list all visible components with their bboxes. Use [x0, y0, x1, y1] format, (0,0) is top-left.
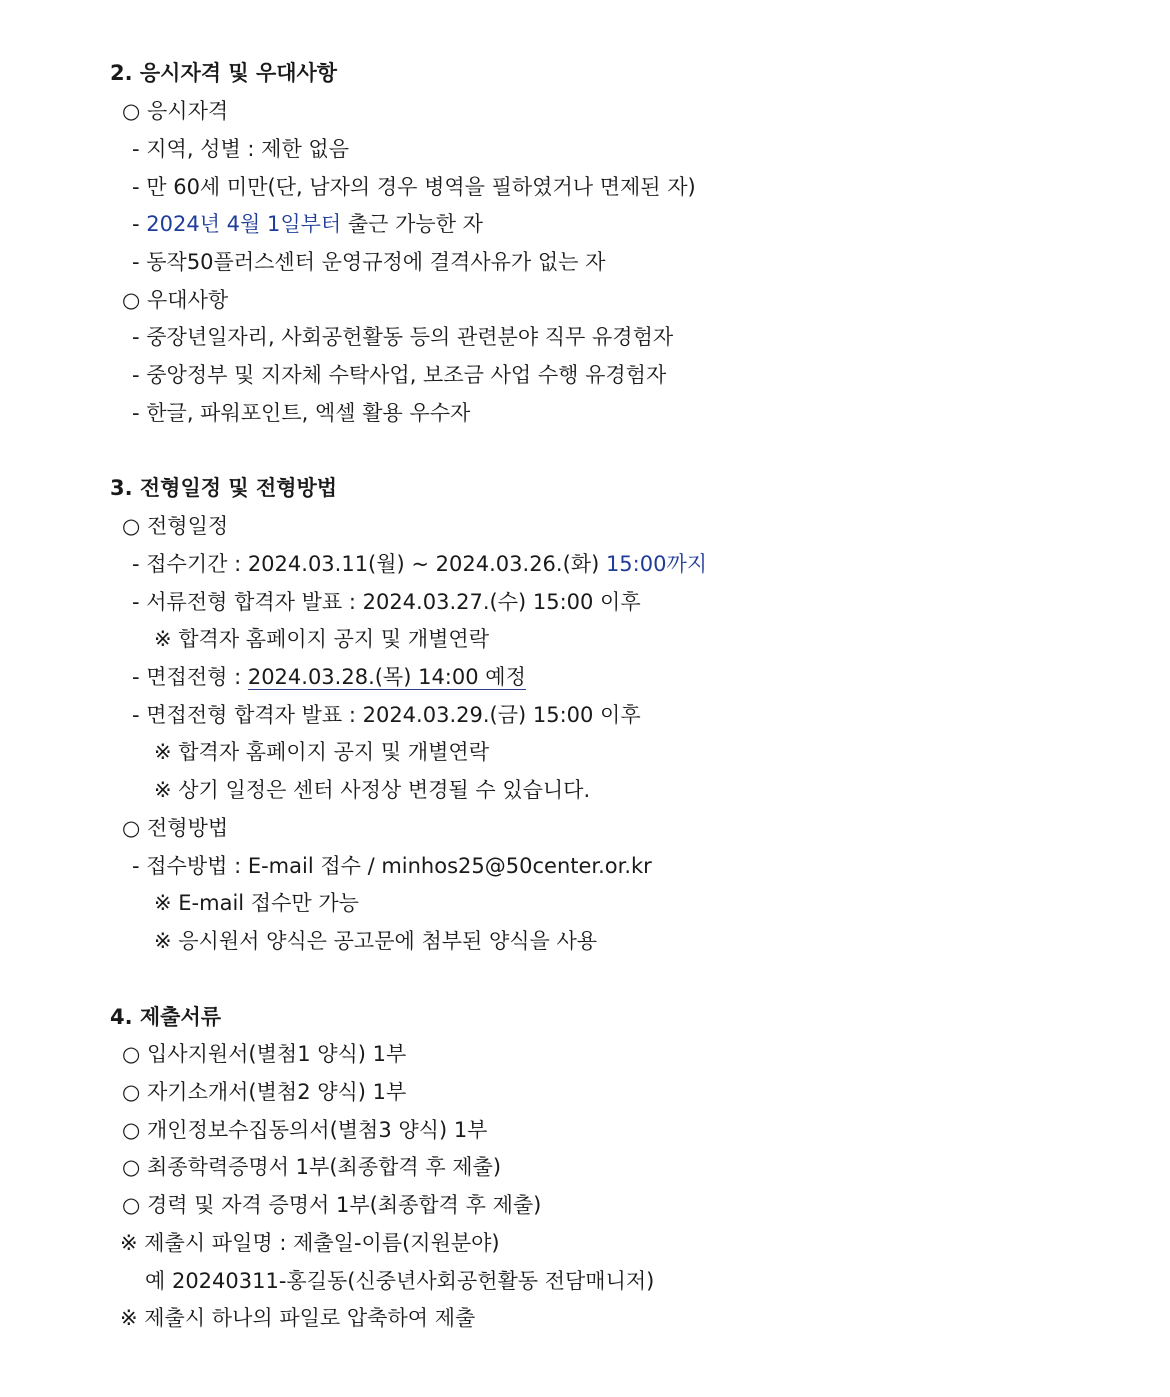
preference-item-2: - 중앙정부 및 지자체 수탁사업, 보조금 사업 수행 유경험자 [132, 363, 667, 387]
interview-label: - 면접전형 : [132, 665, 248, 689]
filename-note: ※ 제출시 파일명 : 제출일-이름(지원분야) [120, 1231, 500, 1255]
filename-example: 예 20240311-홍길동(신중년사회공헌활동 전담매니저) [145, 1269, 655, 1293]
schedule-item-1 [132, 549, 707, 579]
qualification-item-4: - 동작50플러스센터 운영규정에 결격사유가 없는 자 [132, 250, 606, 274]
qualification-item-1: - 지역, 성별 : 제한 없음 [132, 137, 349, 161]
document-item-1: ○ 입사지원서(별첨1 양식) 1부 [122, 1042, 407, 1066]
compress-note: ※ 제출시 하나의 파일로 압축하여 제출 [120, 1306, 476, 1330]
application-period: - 접수기간 : 2024.03.11(월) ~ 2024.03.26.(화) [132, 552, 606, 576]
preference-item-1: - 중장년일자리, 사회공헌활동 등의 관련분야 직무 유경험자 [132, 325, 674, 349]
method-note-2: ※ 응시원서 양식은 공고문에 첨부된 양식을 사용 [154, 929, 598, 953]
start-date-highlight: 2024년 4월 1일부터 [146, 212, 342, 236]
preference-title: ○ 우대사항 [122, 288, 229, 312]
qualification-item-2: - 만 60세 미만(단, 남자의 경우 병역을 필하였거나 면제된 자) [132, 175, 696, 199]
section-3-heading: 3. 전형일정 및 전형방법 [110, 476, 338, 500]
schedule-note-2: ※ 합격자 홈페이지 공지 및 개별연락 [154, 740, 489, 764]
document-item-3: ○ 개인정보수집동의서(별첨3 양식) 1부 [122, 1118, 488, 1142]
section-4-heading: 4. 제출서류 [110, 1005, 222, 1029]
method-note-1: ※ E-mail 접수만 가능 [154, 891, 359, 915]
document-item-4: ○ 최종학력증명서 1부(최종합격 후 제출) [122, 1155, 502, 1179]
method-title: ○ 전형방법 [122, 816, 229, 840]
preference-item-3: - 한글, 파워포인트, 엑셀 활용 우수자 [132, 401, 471, 425]
qualification-item-3-dash: - [132, 212, 147, 236]
deadline-highlight: 15:00까지 [605, 552, 708, 576]
schedule-title: ○ 전형일정 [122, 514, 229, 538]
qualification-title: ○ 응시자격 [122, 99, 229, 123]
schedule-note-1: ※ 합격자 홈페이지 공지 및 개별연락 [154, 627, 489, 651]
qualification-item-3-rest: 출근 가능한 자 [341, 212, 483, 236]
section-2-heading: 2. 응시자격 및 우대사항 [110, 61, 338, 85]
document-item-5: ○ 경력 및 자격 증명서 1부(최종합격 후 제출) [122, 1193, 542, 1217]
interview-date-underlined: 2024.03.28.(목) 14:00 예정 [247, 665, 526, 689]
schedule-item-3 [132, 662, 526, 692]
schedule-item-2: - 서류전형 합격자 발표 : 2024.03.27.(수) 15:00 이후 [132, 590, 641, 614]
qualification-item-3 [132, 209, 483, 239]
method-item-1: - 접수방법 : E-mail 접수 / minhos25@50center.or.kr [132, 854, 652, 878]
schedule-item-4: - 면접전형 합격자 발표 : 2024.03.29.(금) 15:00 이후 [132, 703, 641, 727]
document-item-2: ○ 자기소개서(별첨2 양식) 1부 [122, 1080, 407, 1104]
schedule-note-3: ※ 상기 일정은 센터 사정상 변경될 수 있습니다. [154, 778, 591, 802]
